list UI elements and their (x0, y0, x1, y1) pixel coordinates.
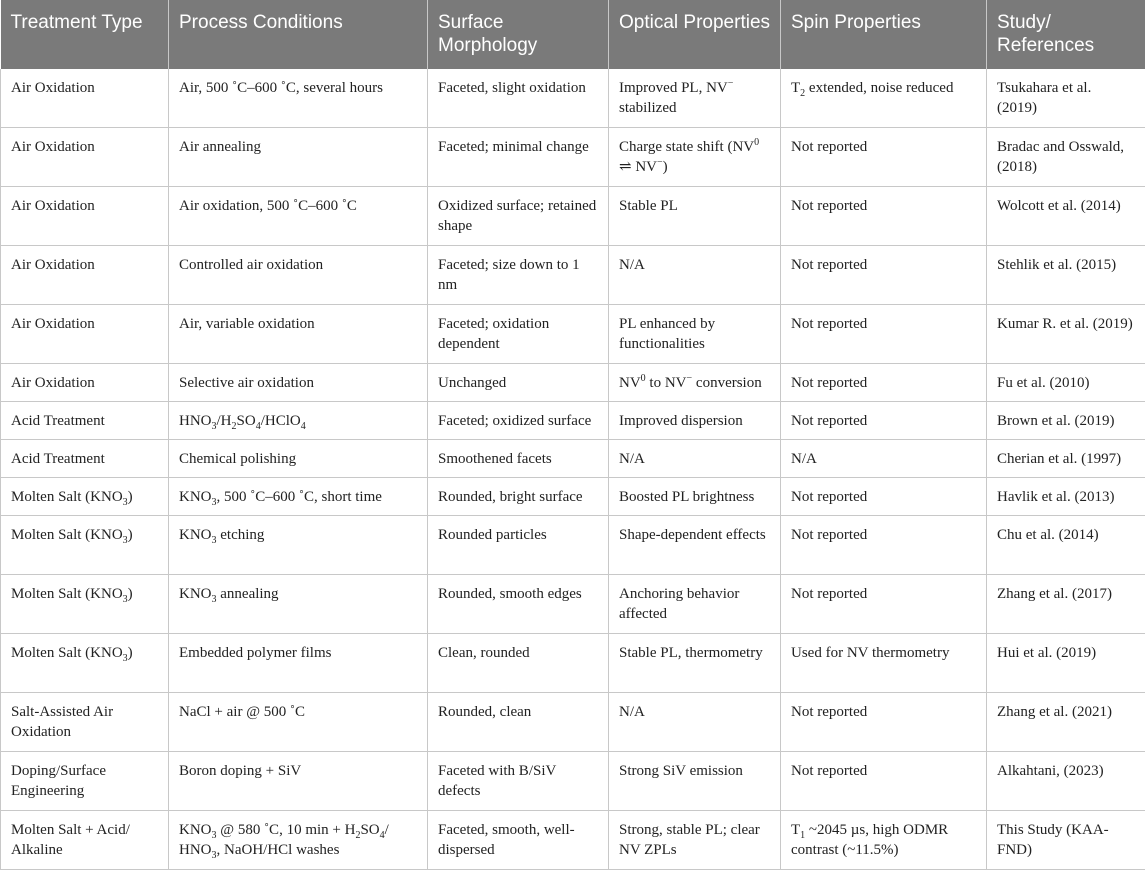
header-study-references: Study/ References (987, 0, 1145, 69)
table-row (1, 402, 1145, 440)
treatment-type-cell: Molten Salt $(KNO_3)$ (1, 516, 169, 575)
optical-properties-cell: N/A (609, 440, 781, 478)
spin-properties-cell: Not reported (781, 575, 987, 634)
surface-morphology-cell: Faceted with B/SiV defects (428, 752, 609, 811)
table-row (1, 305, 1145, 364)
process-conditions-cell: Selective air oxidation (169, 364, 428, 402)
process-conditions-cell: $HNO_3/H_2SO_4/HClO_4$ (169, 402, 428, 440)
optical-properties-cell: N/A (609, 246, 781, 305)
table-row (1, 516, 1145, 575)
study-reference-cell: Wolcott et al. (2014) (987, 187, 1145, 246)
study-reference-cell: Chu et al. (2014) (987, 516, 1145, 575)
surface-morphology-cell: Faceted; oxidation dependent (428, 305, 609, 364)
spin-properties-cell: Not reported (781, 246, 987, 305)
study-reference-cell: Stehlik et al. (2015) (987, 246, 1145, 305)
study-reference-cell: Hui et al. (2019) (987, 634, 1145, 693)
treatment-type-cell: Salt-Assisted Air Oxidation (1, 693, 169, 752)
optical-properties-cell: $NV^0$ to NV− conversion (609, 364, 781, 402)
table-row (1, 128, 1145, 187)
surface-morphology-cell: Rounded, clean (428, 693, 609, 752)
treatment-type-cell: Air Oxidation (1, 128, 169, 187)
surface-morphology-cell: Faceted, slight oxidation (428, 69, 609, 128)
study-reference-cell: Brown et al. (2019) (987, 402, 1145, 440)
treatment-type-cell: Acid Treatment (1, 440, 169, 478)
process-conditions-cell: Air, 500 ˚C–600 ˚C, several hours (169, 69, 428, 128)
treatment-type-cell: Air Oxidation (1, 305, 169, 364)
spin-properties-cell: Not reported (781, 364, 987, 402)
treatment-type-cell: Acid Treatment (1, 402, 169, 440)
process-conditions-cell: $KNO_3$ @ 580 ˚C, 10 $\min + H_2SO_4/$ $HNO_3$, NaOH/HCl washes (169, 811, 428, 870)
optical-properties-cell: Stable PL, thermometry (609, 634, 781, 693)
spin-properties-cell: Not reported (781, 305, 987, 364)
study-reference-cell: Alkahtani, (2023) (987, 752, 1145, 811)
process-conditions-cell: Embedded polymer films (169, 634, 428, 693)
process-conditions-cell: Air, variable oxidation (169, 305, 428, 364)
treatment-type-cell: Molten Salt $(KNO_3)$ (1, 634, 169, 693)
header-optical-properties: Optical Properties (609, 0, 781, 69)
table-row (1, 478, 1145, 516)
study-reference-cell: Kumar R. et al. (2019) (987, 305, 1145, 364)
surface-morphology-cell: Faceted; oxidized surface (428, 402, 609, 440)
optical-properties-cell: Stable PL (609, 187, 781, 246)
table-row (1, 364, 1145, 402)
study-reference-cell: Zhang et al. (2021) (987, 693, 1145, 752)
study-reference-cell: Zhang et al. (2017) (987, 575, 1145, 634)
treatment-type-cell: Molten Salt + Acid/ Alkaline (1, 811, 169, 870)
header-spin-properties: Spin Properties (781, 0, 987, 69)
treatment-type-cell: Air Oxidation (1, 187, 169, 246)
header-row (1, 0, 1145, 69)
treatment-type-cell: Doping/Surface Engineering (1, 752, 169, 811)
table-row (1, 246, 1145, 305)
spin-properties-cell: Not reported (781, 128, 987, 187)
table-row (1, 752, 1145, 811)
treatment-type-cell: Air Oxidation (1, 246, 169, 305)
spin-properties-cell: $T_2$ extended, noise reduced (781, 69, 987, 128)
table-row (1, 634, 1145, 693)
process-conditions-cell: NaCl + air @ 500 ˚C (169, 693, 428, 752)
optical-properties-cell: Strong SiV emission (609, 752, 781, 811)
surface-morphology-cell: Unchanged (428, 364, 609, 402)
study-reference-cell: Tsukahara et al. (2019) (987, 69, 1145, 128)
spin-properties-cell: Not reported (781, 516, 987, 575)
table-row (1, 693, 1145, 752)
table-row (1, 440, 1145, 478)
table-row (1, 69, 1145, 128)
table-row (1, 575, 1145, 634)
spin-properties-cell: Not reported (781, 752, 987, 811)
surface-morphology-cell: Oxidized surface; retained shape (428, 187, 609, 246)
surface-morphology-cell: Faceted; size down to 1 nm (428, 246, 609, 305)
surface-morphology-cell: Faceted, smooth, well-dispersed (428, 811, 609, 870)
process-conditions-cell: $KNO_3$, 500 ˚C–600 ˚C, short time (169, 478, 428, 516)
surface-morphology-cell: Smoothened facets (428, 440, 609, 478)
spin-properties-cell: N/A (781, 440, 987, 478)
study-reference-cell: Havlik et al. (2013) (987, 478, 1145, 516)
optical-properties-cell: Strong, stable PL; clear NV ZPLs (609, 811, 781, 870)
study-reference-cell: Bradac and Osswald, (2018) (987, 128, 1145, 187)
optical-properties-cell: Anchoring behavior affected (609, 575, 781, 634)
treatment-type-cell: Air Oxidation (1, 69, 169, 128)
process-conditions-cell: Air oxidation, 500 ˚C–600 ˚C (169, 187, 428, 246)
spin-properties-cell: $T_1$ ~2045 µs, high ODMR contrast (~11.5%) (781, 811, 987, 870)
spin-properties-cell: Not reported (781, 187, 987, 246)
spin-properties-cell: Not reported (781, 402, 987, 440)
surface-morphology-cell: Clean, rounded (428, 634, 609, 693)
table-body (1, 69, 1145, 870)
table-row (1, 187, 1145, 246)
optical-properties-cell: N/A (609, 693, 781, 752)
optical-properties-cell: Improved PL, NV− stabilized (609, 69, 781, 128)
process-conditions-cell: Controlled air oxidation (169, 246, 428, 305)
treatment-type-cell: Air Oxidation (1, 364, 169, 402)
optical-properties-cell: Boosted PL brightness (609, 478, 781, 516)
optical-properties-cell: PL enhanced by functionalities (609, 305, 781, 364)
optical-properties-cell: Shape-dependent effects (609, 516, 781, 575)
spin-properties-cell: Not reported (781, 693, 987, 752)
process-conditions-cell: Chemical polishing (169, 440, 428, 478)
treatment-type-cell: Molten Salt $(KNO_3)$ (1, 478, 169, 516)
study-reference-cell: Fu et al. (2010) (987, 364, 1145, 402)
header-treatment-type: Treatment Type (1, 0, 169, 69)
surface-morphology-cell: Rounded, smooth edges (428, 575, 609, 634)
surface-morphology-cell: Rounded particles (428, 516, 609, 575)
spin-properties-cell: Used for NV thermometry (781, 634, 987, 693)
treatment-type-cell: Molten Salt $(KNO_3)$ (1, 575, 169, 634)
surface-morphology-cell: Faceted; minimal change (428, 128, 609, 187)
study-reference-cell: This Study (KAA-FND) (987, 811, 1145, 870)
table-row (1, 811, 1145, 870)
spin-properties-cell: Not reported (781, 478, 987, 516)
study-reference-cell: Cherian et al. (1997) (987, 440, 1145, 478)
header-process-conditions: Process Conditions (169, 0, 428, 69)
process-conditions-cell: Boron doping + SiV (169, 752, 428, 811)
optical-properties-cell: Charge state shift ($NV^0$ ⇌ NV−) (609, 128, 781, 187)
header-surface-morphology: Surface Morphology (428, 0, 609, 69)
optical-properties-cell: Improved dispersion (609, 402, 781, 440)
surface-morphology-cell: Rounded, bright surface (428, 478, 609, 516)
process-conditions-cell: $KNO_3$ etching (169, 516, 428, 575)
process-conditions-cell: Air annealing (169, 128, 428, 187)
process-conditions-cell: $KNO_3$ annealing (169, 575, 428, 634)
